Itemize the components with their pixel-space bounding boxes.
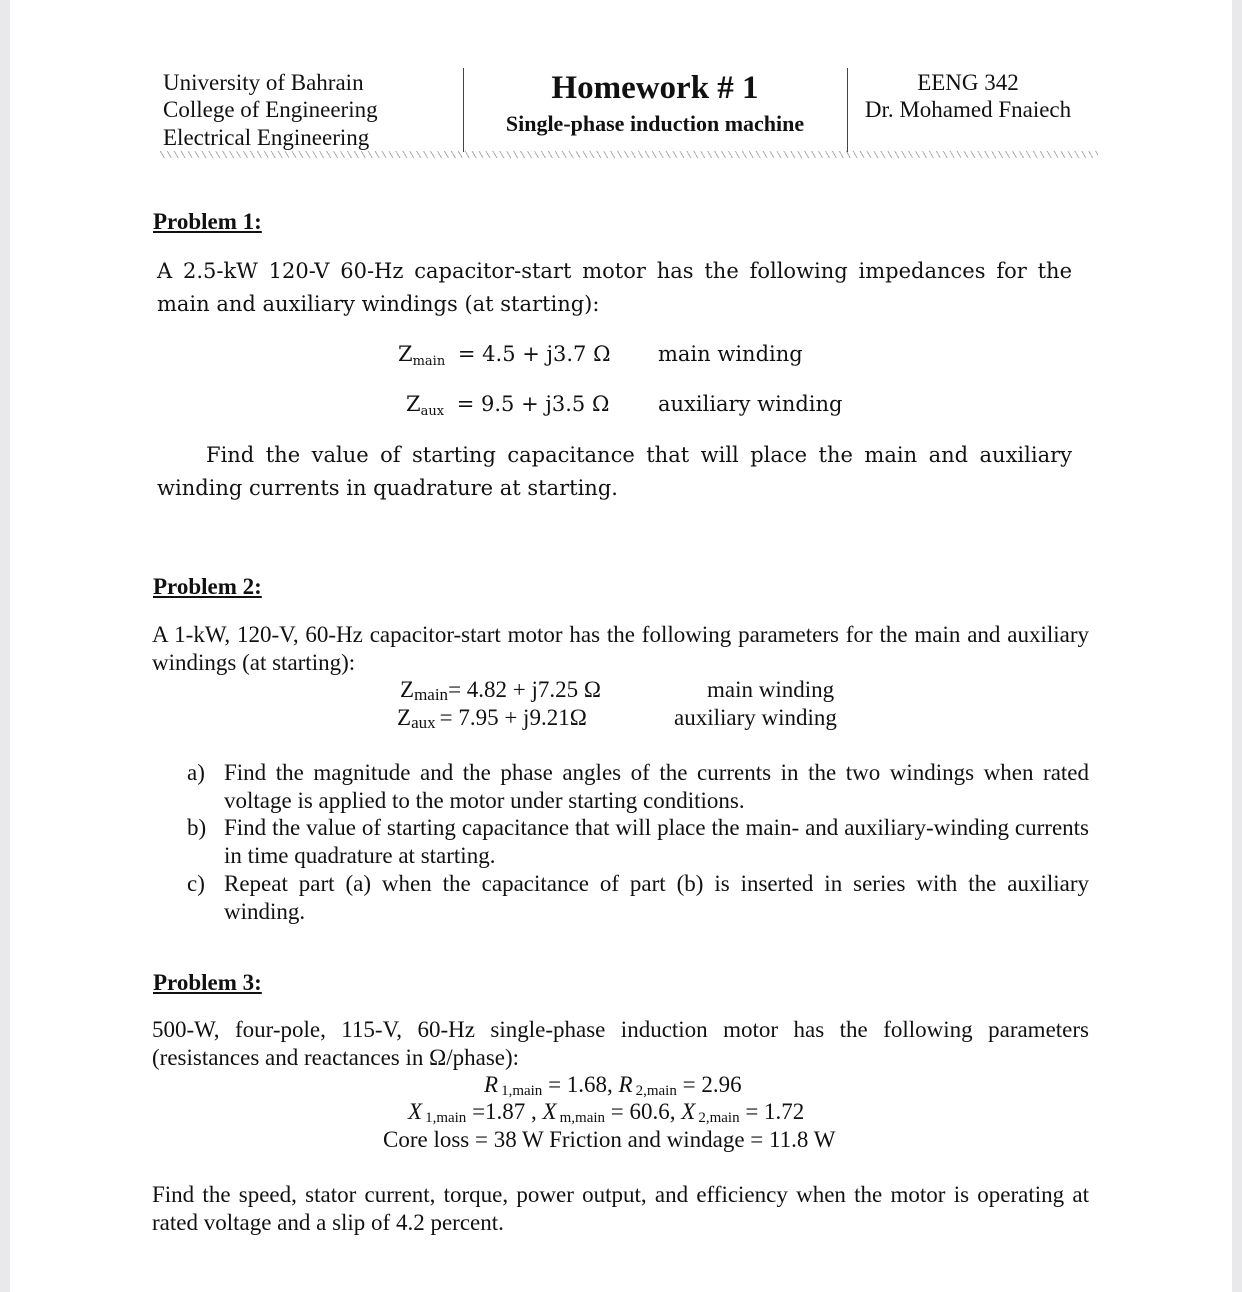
problem3-question: Find the speed, stator current, torque, power output, and efficiency when the motor is operating at rated voltage and a slip of 4.2 percent. (152, 1182, 1089, 1235)
problem2-item-a-marker: a) (187, 760, 205, 785)
eq-subscript: main (414, 685, 449, 704)
instructor-name: Dr. Mohamed Fnaiech (864, 97, 1072, 122)
university-name: University of Bahrain (163, 70, 364, 95)
eq-symbol: Z (397, 705, 412, 730)
college-name: College of Engineering (163, 97, 378, 122)
problem2-eq-aux-label: auxiliary winding (674, 705, 837, 730)
problem2-heading: Problem 2: (153, 574, 262, 599)
param-subscript: 1,main (425, 1110, 467, 1126)
problem3-params-r (484, 1071, 742, 1099)
problem2-eq-main (400, 676, 601, 704)
problem2-item-b-marker: b) (187, 815, 207, 840)
eq-subscript: aux (411, 713, 436, 732)
param-value: = 2.96 (676, 1072, 742, 1097)
problem3-params-x (408, 1098, 804, 1126)
homework-title: Homework # 1 (551, 70, 759, 106)
problem2-intro: A 1-kW, 120-V, 60-Hz capacitor-start motor has the following parameters for the main and auxiliary windings (at starting): (152, 622, 1089, 675)
problem2-eq-main-label: main winding (707, 677, 835, 702)
eq-value: = 4.5 + j3.7 Ω (457, 342, 611, 366)
eq-subscript: main (412, 354, 446, 369)
problem3-heading: Problem 3: (153, 970, 262, 995)
param-symbol: X (408, 1099, 423, 1124)
param-symbol: R (618, 1072, 633, 1097)
course-code: EENG 342 (917, 70, 1019, 95)
problem1-eq-main-label: main winding (658, 342, 803, 366)
eq-symbol: Z (400, 677, 415, 702)
eq-value: = 4.82 + j7.25 Ω (448, 677, 601, 702)
problem2-item-b: Find the value of starting capacitance that will place the main- and auxiliary-winding currents in time quadrature at starting. (224, 815, 1089, 868)
eq-symbol: Z (406, 392, 421, 416)
param-symbol: X (681, 1099, 696, 1124)
eq-subscript: aux (420, 404, 445, 419)
department-name: Electrical Engineering (163, 125, 370, 150)
eq-value: = 9.5 + j3.5 Ω (456, 392, 610, 416)
param-value: = 1.68, (542, 1072, 619, 1097)
param-subscript: m,main (559, 1110, 606, 1126)
problem3-losses: Core loss = 38 W Friction and windage = 11.8 W (383, 1127, 836, 1152)
problem2-item-c-marker: c) (187, 871, 205, 896)
problem1-intro: A 2.5-kW 120-V 60-Hz capacitor-start motor has the following impedances for the main and auxiliary windings (at starting): (157, 259, 1072, 316)
param-subscript: 2,main (698, 1110, 740, 1126)
document-page (10, 0, 1232, 1292)
problem1-eq-aux (406, 388, 609, 421)
param-subscript: 1,main (501, 1083, 543, 1099)
param-value: = 1.72 (739, 1099, 805, 1124)
param-value: =1.87 , (466, 1099, 543, 1124)
param-subscript: 2,main (635, 1083, 677, 1099)
problem2-eq-aux (397, 704, 587, 732)
param-symbol: X (542, 1099, 557, 1124)
problem3-intro: 500-W, four-pole, 115-V, 60-Hz single-phase induction motor has the following parameters (resistances and reactances in Ω/phase): (152, 1017, 1089, 1070)
param-value: = 60.6, (605, 1099, 682, 1124)
problem1-eq-main (398, 338, 611, 371)
eq-value: = 7.95 + j9.21Ω (439, 705, 587, 730)
header-hatch-rule (158, 151, 1098, 158)
problem2-item-c: Repeat part (a) when the capacitance of part (b) is inserted in series with the auxiliary winding. (224, 871, 1089, 924)
problem2-item-a: Find the magnitude and the phase angles of the currents in the two windings when rated voltage is applied to the motor under starting conditions. (224, 760, 1089, 813)
problem1-question: Find the value of starting capacitance that will place the main and auxiliary winding currents in quadrature at starting. (157, 443, 1072, 500)
homework-subtitle: Single-phase induction machine (505, 111, 805, 136)
problem1-heading: Problem 1: (153, 209, 262, 234)
param-symbol: R (484, 1072, 499, 1097)
eq-symbol: Z (398, 342, 413, 366)
problem1-eq-aux-label: auxiliary winding (658, 392, 843, 416)
